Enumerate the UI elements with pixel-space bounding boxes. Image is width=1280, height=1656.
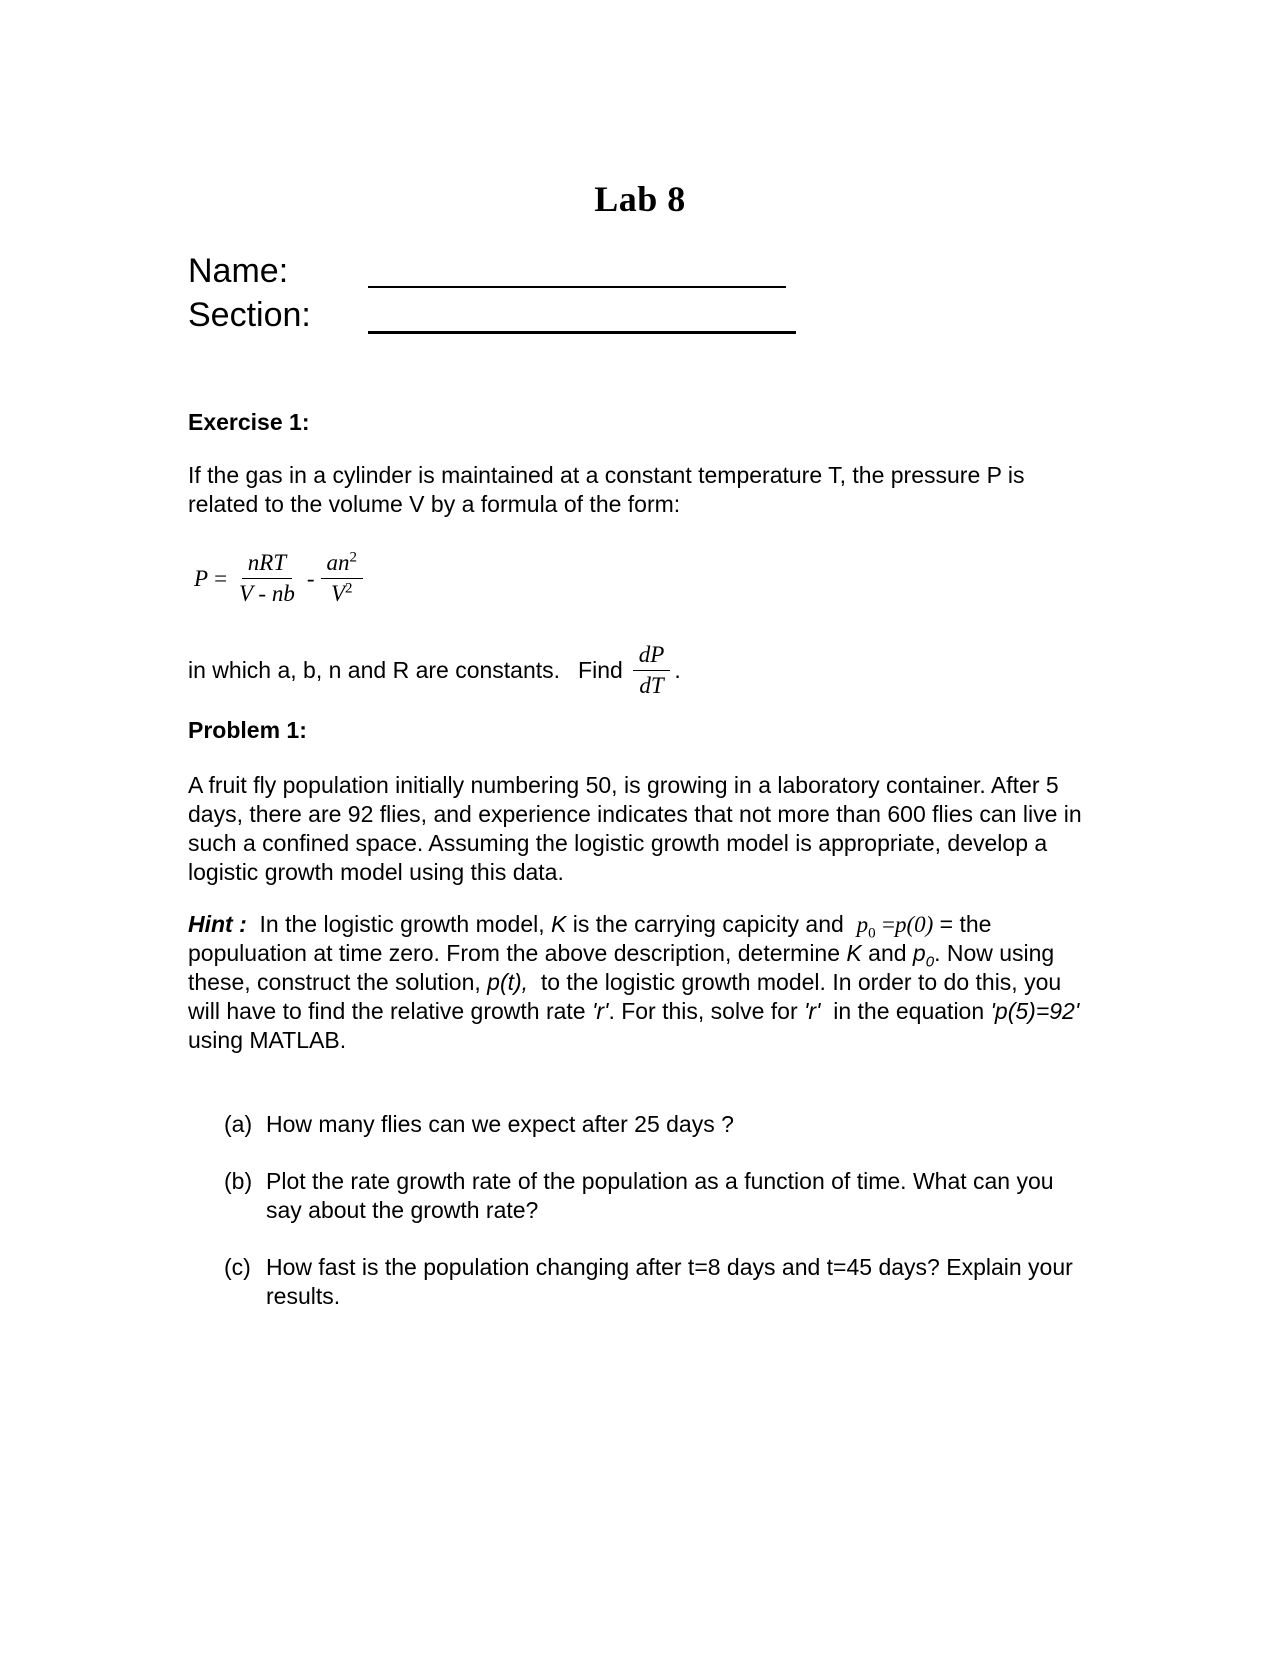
fraction-2-numerator — [321, 550, 364, 579]
name-label: Name: — [188, 252, 289, 290]
hint-text: In the logistic growth model, — [259, 911, 545, 937]
question-item — [224, 1167, 1094, 1225]
hint-text: using MATLAB. — [188, 1027, 347, 1053]
formula-minus: - — [306, 565, 315, 591]
hint-equation: 'p(5)=92' — [990, 998, 1080, 1024]
hint-text: and — [868, 940, 907, 966]
question-item — [224, 1110, 1094, 1139]
find-derivative-line — [188, 642, 681, 699]
question-text: How fast is the population changing after t=8 days and t=45 days? Explain your results. — [266, 1254, 1073, 1309]
hint-p0-symbol — [912, 940, 935, 971]
question-label: (b) — [224, 1168, 253, 1194]
formula-equals: = — [214, 565, 228, 591]
question-label: (a) — [224, 1111, 253, 1137]
problem-1-heading: Problem 1: — [188, 717, 307, 743]
question-item — [224, 1253, 1094, 1311]
question-label: (c) — [224, 1254, 251, 1280]
hint-p0-value: p(0) — [894, 912, 934, 937]
page-title: Lab 8 — [594, 179, 686, 219]
hint-k-symbol: K — [551, 911, 567, 937]
fraction-2-denominator-base: V — [330, 581, 346, 606]
hint-p0-base: p — [912, 940, 926, 966]
hint-p0-symbol — [856, 912, 876, 942]
section-blank-line — [368, 331, 796, 334]
hint-text: . For this, solve for — [608, 998, 798, 1024]
formula-fraction-1 — [233, 550, 301, 607]
question-text: How many flies can we expect after 25 days ? — [266, 1111, 734, 1137]
hint-label: Hint : — [188, 911, 247, 937]
hint-p0-subscript: 0 — [925, 953, 935, 971]
problem-1-description: A fruit fly population initially numbering 50, is growing in a laboratory container. After 5 days, there are 92 flies, and experience indicates that not more than 600 flies can live in such a confined space. Assuming the logistic growth model is appropriate, develop a logistic growth model using this data. — [188, 772, 1082, 885]
hint-r-symbol: 'r' — [591, 998, 609, 1024]
hint-text: is the carrying capicity and — [572, 911, 844, 937]
formula-lhs: P — [194, 565, 209, 591]
constants-text: in which a, b, n and R are constants. — [188, 657, 561, 683]
fraction-2-denominator — [325, 579, 359, 607]
fraction-1-numerator: nRT — [242, 550, 292, 579]
section-label: Section: — [188, 296, 311, 334]
derivative-period: . — [674, 657, 681, 683]
pressure-formula — [194, 550, 363, 607]
hint-r-symbol: 'r' — [804, 998, 821, 1024]
hint-pt-symbol: p(t), — [487, 969, 529, 995]
hint-p0-base: p — [856, 912, 869, 937]
derivative-numerator: dP — [633, 642, 671, 671]
exercise-1-intro: If the gas in a cylinder is maintained at a constant temperature T, the pressure P is related to the volume V by a formula of the form: — [188, 462, 1025, 517]
hint-text: in the equation — [833, 998, 985, 1024]
name-blank-line — [368, 286, 786, 288]
hint-p0-subscript: 0 — [868, 925, 876, 942]
hint-text: = the populuation at time zero. From the above description, determine — [188, 911, 992, 966]
formula-fraction-2 — [321, 550, 364, 607]
exercise-1-heading: Exercise 1: — [188, 409, 310, 435]
hint-k-symbol: K — [846, 940, 862, 966]
fraction-2-numerator-base: an — [326, 550, 350, 575]
derivative-fraction — [633, 642, 671, 699]
derivative-denominator: dT — [639, 673, 664, 698]
fraction-2-numerator-exponent: 2 — [349, 549, 358, 566]
hint-equals: = — [881, 912, 895, 937]
find-text: Find — [578, 657, 623, 683]
hint-text: . Now using these, construct the solution, — [188, 940, 1055, 995]
question-text: Plot the rate growth rate of the population as a function of time. What can you say about the growth rate? — [266, 1168, 1054, 1223]
fraction-1-denominator: V - nb — [239, 581, 295, 606]
hint-paragraph — [188, 910, 1088, 1055]
fraction-2-denominator-exponent: 2 — [345, 580, 353, 597]
hint-text: to the logistic growth model. In order to do this, you will have to find the relative growth rate — [188, 969, 1062, 1024]
